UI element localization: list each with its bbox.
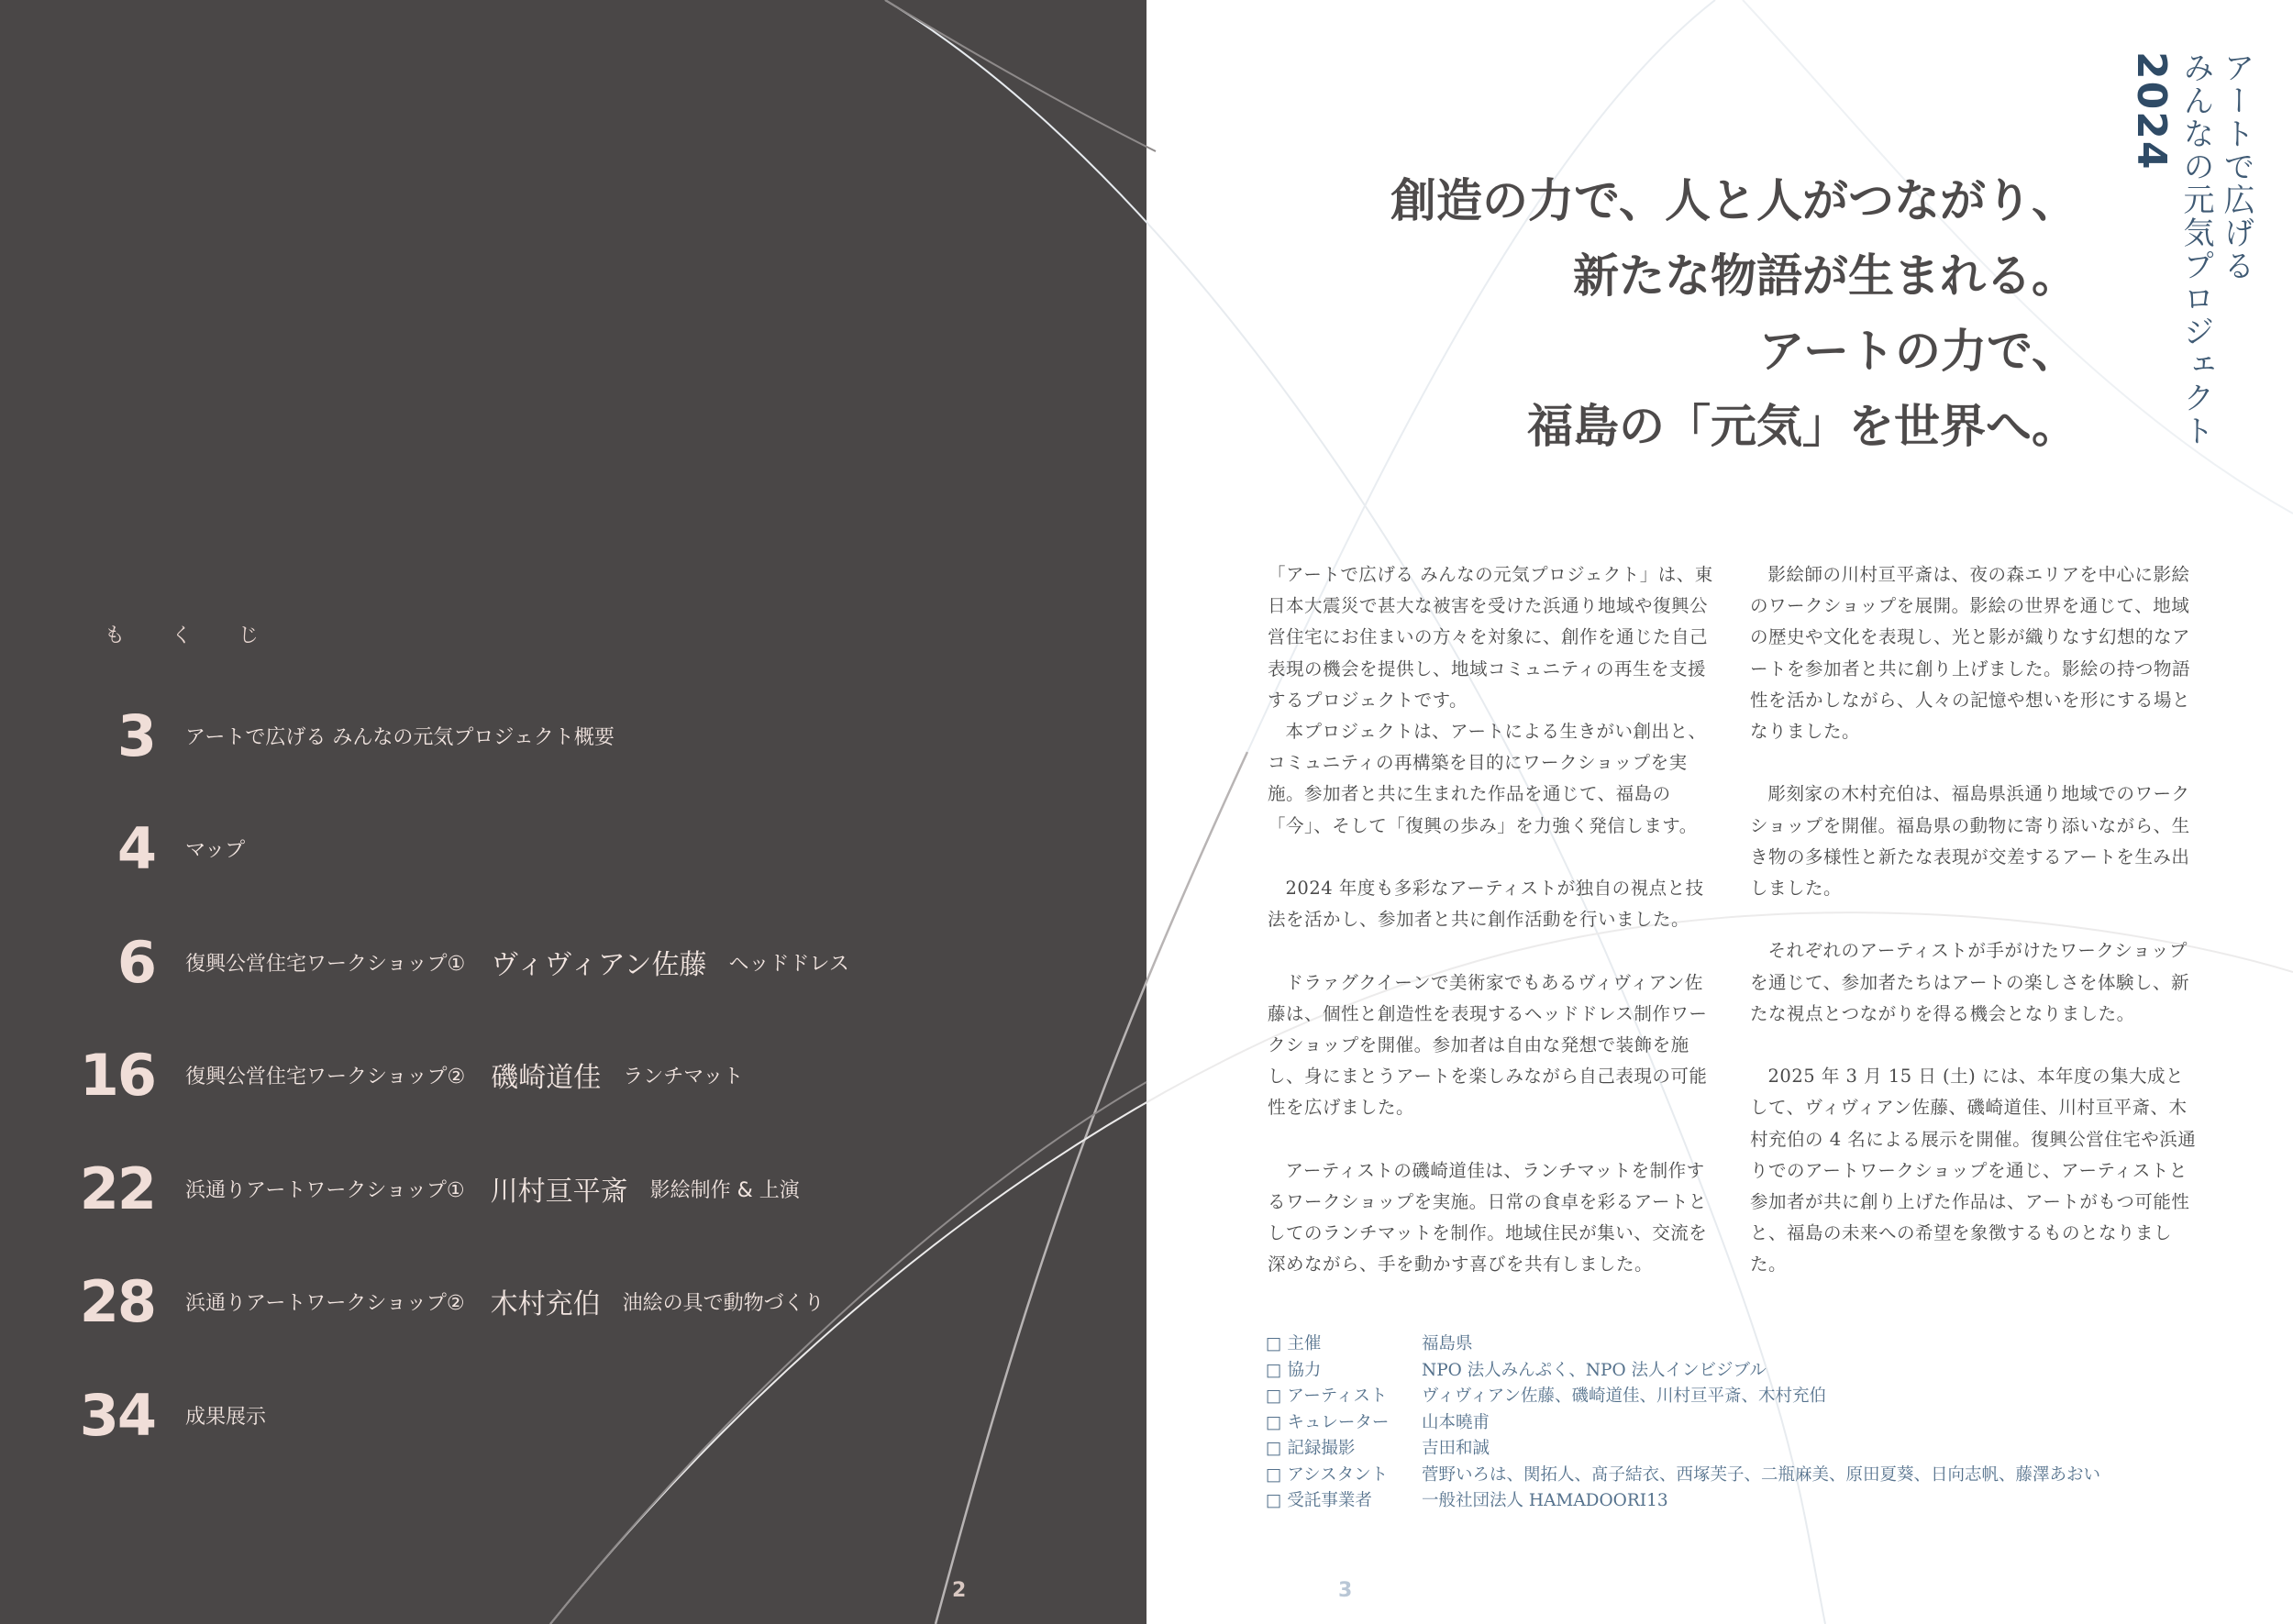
credit-label: □ 協力 (1266, 1360, 1322, 1380)
catchphrase (1390, 163, 2077, 464)
toc-title: 浜通りアートワークショップ② (185, 1291, 465, 1315)
toc-subtitle: ヘッドドレス (728, 952, 849, 976)
credits (1266, 1331, 2100, 1515)
left-page (0, 0, 1146, 1624)
credit-value: 吉田和誠 (1422, 1439, 1490, 1458)
body-paragraph: アーティストの磯崎道佳は、ランチマットを制作するワークショップを実施。日常の食卓を彩るアートとしてのランチマットを制作。地域住民が集い、交流を深めながら、手を動かす喜びを共有しました。 (1268, 1159, 1708, 1276)
toc-subtitle: 油絵の具で動物づくり (622, 1291, 825, 1315)
toc-page-number: 3 (116, 702, 155, 769)
body-paragraph: それぞれのアーティストが手がけたワークショップを通じて、参加者たちはアートの楽しさを体験し、新たな視点とつながりを得る機会となりました。 (1750, 940, 2190, 1024)
toc-title: 成果展示 (185, 1405, 267, 1429)
toc-title: 浜通りアートワークショップ① (185, 1178, 465, 1202)
toc-page-number: 28 (79, 1267, 155, 1335)
credit-row (1266, 1384, 2100, 1410)
credit-value: 福島県 (1422, 1334, 1473, 1353)
credit-row (1266, 1331, 2100, 1358)
toc-title: 復興公営住宅ワークショップ② (185, 1065, 466, 1088)
vertical-title-line2: みんなの元気プロジェクト (2177, 51, 2214, 447)
toc-page-number: 6 (116, 928, 155, 996)
toc-item[interactable] (0, 1038, 743, 1111)
toc-title: アートで広げる みんなの元気プロジェクト概要 (185, 725, 615, 749)
body-column-left (1268, 559, 1717, 1281)
credit-value: 一般社団法人 HAMADOORI13 (1422, 1491, 1668, 1510)
body-paragraph: 本プロジェクトは、アートによる生きがい創出と、コミュニティの再構築を目的にワークショップを実施。参加者と共に生まれた作品を通じて、福島の「今」、そして「復興の歩み」を力強く発信します。 (1268, 721, 1707, 836)
toc-artist: 磯崎道佳 (491, 1062, 602, 1094)
toc-page-number: 16 (79, 1041, 155, 1109)
credit-label: □ 主催 (1266, 1334, 1322, 1353)
credit-value: 菅野いろは、関拓人、髙子結衣、西塚芙子、二瓶麻美、原田夏葵、日向志帆、藤澤あおい (1422, 1464, 2101, 1485)
body-column-right (1750, 559, 2199, 1281)
vertical-title-line1: アートで広げる (2218, 51, 2254, 282)
toc-subtitle: ランチマット (623, 1065, 744, 1088)
toc-subtitle: 影絵制作 & 上演 (649, 1178, 800, 1202)
credit-row (1266, 1358, 2100, 1385)
page-number-right: 3 (1338, 1579, 1353, 1602)
toc-title: 復興公営住宅ワークショップ① (185, 952, 466, 976)
toc-page-number: 22 (79, 1154, 155, 1222)
body-paragraph: ドラァグクイーンで美術家でもあるヴィヴィアン佐藤は、個性と創造性を表現するヘッドドレス制作ワークショップを開催。参加者は自由な発想で装飾を施し、身にまとうアートを楽しみながら自己表現の可能性を広げました。 (1268, 971, 1708, 1119)
catchphrase-line: 創造の力で、人と人がつながり、 (1390, 174, 2077, 227)
toc-item[interactable] (0, 925, 849, 999)
credit-row (1266, 1488, 2100, 1515)
catchphrase-line: 新たな物語が生まれる。 (1573, 249, 2077, 303)
credit-row (1266, 1410, 2100, 1437)
toc-item[interactable] (0, 1152, 800, 1225)
toc-item[interactable] (0, 1378, 266, 1452)
toc-item[interactable] (0, 1265, 825, 1338)
credit-label: □ 受託事業者 (1266, 1491, 1372, 1510)
vertical-title-year: 2024 (2128, 51, 2175, 171)
credit-value: 山本曉甫 (1422, 1412, 1490, 1432)
body-paragraph: 2024 年度も多彩なアーティストが独自の視点と技法を活かし、参加者と共に創作活動を行いました。 (1268, 878, 1704, 931)
page-number-left: 2 (952, 1579, 967, 1602)
credit-label: □ 記録撮影 (1266, 1439, 1356, 1458)
toc-item[interactable] (0, 699, 615, 772)
body-paragraph: 2025 年 3 月 15 日 (土) には、本年度の集大成として、ヴィヴィアン佐藤、磯崎道佳、川村亘平斎、木村充伯の 4 名による展示を開催。復興公営住宅や浜通りでのアートワークショップを通じ、アーティストと参加者が共に創り上げた作品は、アートがもつ可能性と、福島の未来への希望を象徴するものとなりました。 (1750, 1066, 2197, 1276)
credit-row (1266, 1436, 2100, 1463)
toc-artist: 川村亘平斎 (490, 1176, 628, 1208)
body-paragraph: 影絵師の川村亘平斎は、夜の森エリアを中心に影絵のワークショップを展開。影絵の世界を通じて、地域の歴史や文化を表現し、光と影が織りなす幻想的なアートを参加者と共に創り上げました。影絵の持つ物語性を活かしながら、人々の記憶や想いを形にする場となりました。 (1750, 564, 2191, 743)
toc-artist: ヴィヴィアン佐藤 (491, 949, 707, 981)
body-paragraph: 「アートで広げる みんなの元気プロジェクト」は、東日本大震災で甚大な被害を受けた浜通り地域や復興公営住宅にお住まいの方々を対象に、創作を通じた自己表現の機会を提供し、地域コミュニティの再生を支援するプロジェクトです。 (1268, 564, 1713, 711)
catchphrase-line: アートの力で、 (1758, 325, 2077, 378)
toc-artist: 木村充伯 (490, 1288, 601, 1320)
toc-page-number: 34 (79, 1381, 155, 1449)
toc-title: マップ (185, 838, 246, 862)
credit-value: NPO 法人みんぷく、NPO 法人インビジブル (1422, 1360, 1767, 1380)
credit-label: □ キュレーター (1266, 1412, 1390, 1432)
toc-heading: も く じ (105, 624, 279, 647)
catchphrase-line: 福島の「元気」を世界へ。 (1527, 400, 2077, 453)
credit-value: ヴィヴィアン佐藤、磯崎道佳、川村亘平斎、木村充伯 (1422, 1386, 1827, 1406)
credit-label: □ アシスタント (1266, 1464, 1389, 1485)
toc-item[interactable] (0, 812, 245, 885)
credit-row (1266, 1463, 2100, 1489)
body-paragraph: 彫刻家の木村充伯は、福島県浜通り地域でのワークショップを開催。福島県の動物に寄り添いながら、生き物の多様性と新たな表現が交差するアートを生み出しました。 (1750, 783, 2190, 900)
toc-page-number: 4 (116, 814, 155, 882)
credit-label: □ アーティスト (1266, 1386, 1388, 1406)
